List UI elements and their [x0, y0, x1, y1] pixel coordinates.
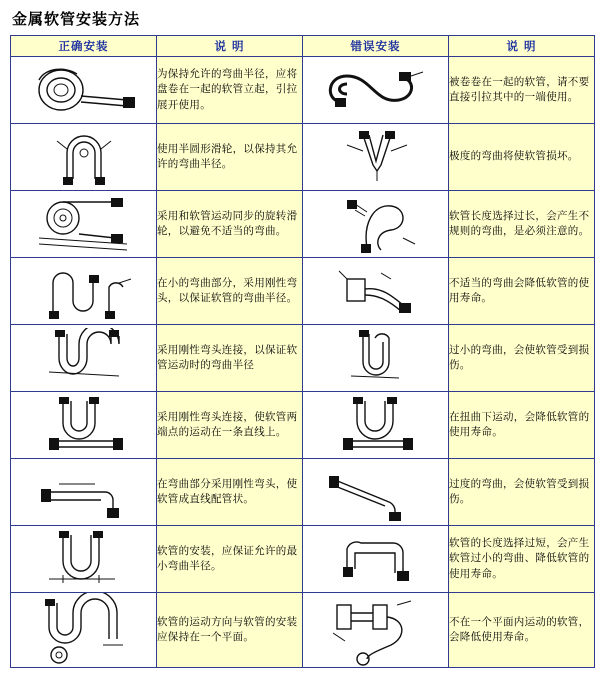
long-hose-irregular-wrong-icon	[303, 191, 449, 258]
correct-description: 采用刚性弯头连接，以保证软管运动时的弯曲半径	[157, 325, 303, 392]
wrong-description: 不适当的弯曲会降低软管的使用寿命。	[449, 258, 595, 325]
table-row	[11, 392, 595, 459]
table-row	[11, 258, 595, 325]
header-correct-desc: 说 明	[157, 36, 303, 57]
out-of-plane-motion-wrong-icon	[303, 593, 449, 668]
twist-motion-wrong-icon	[303, 392, 449, 459]
rigid-bend-small-radius-correct-icon	[11, 258, 157, 325]
table-header	[11, 36, 595, 57]
correct-description: 为保持允许的弯曲半径，应将盘卷在一起的软管立起，引拉展开使用。	[157, 57, 303, 124]
wrong-description: 在扭曲下运动，会降低软管的使用寿命。	[449, 392, 595, 459]
hose-installation-table	[10, 35, 595, 668]
header-wrong-install: 错误安装	[303, 36, 449, 57]
wrong-description: 过小的弯曲，会使软管受到损伤。	[449, 325, 595, 392]
wrong-description: 不在一个平面内运动的软管，会降低使用寿命。	[449, 593, 595, 668]
semicircle-pulley-correct-icon	[11, 124, 157, 191]
u-bend-straight-line-correct-icon	[11, 392, 157, 459]
wrong-description: 极度的弯曲将使软管损坏。	[449, 124, 595, 191]
table-row	[11, 57, 595, 124]
table-row	[11, 459, 595, 526]
rigid-elbow-connection-correct-icon	[11, 325, 157, 392]
min-bend-radius-install-correct-icon	[11, 526, 157, 593]
correct-description: 在小的弯曲部分，采用刚性弯头，以保证软管的弯曲半径。	[157, 258, 303, 325]
table-row	[11, 526, 595, 593]
coiled-hose-correct-icon	[11, 57, 157, 124]
rotating-pulley-correct-icon	[11, 191, 157, 258]
header-wrong-desc: 说 明	[449, 36, 595, 57]
wrong-description: 过度的弯曲，会使软管受到损伤。	[449, 459, 595, 526]
table-row	[11, 124, 595, 191]
same-plane-motion-correct-icon	[11, 593, 157, 668]
improper-bend-wrong-icon	[303, 258, 449, 325]
wrong-description: 软管的长度选择过短，会产生软管过小的弯曲、降低软管的使用寿命。	[449, 526, 595, 593]
too-long-hose-wrong-icon	[303, 526, 449, 593]
too-small-bend-wrong-icon	[303, 325, 449, 392]
table-row	[11, 593, 595, 668]
table-body	[11, 57, 595, 668]
table-header-row	[11, 36, 595, 57]
page-title: 金属软管安装方法	[12, 10, 141, 28]
correct-description: 采用刚性弯头连接，使软管两端点的运动在一条直线上。	[157, 392, 303, 459]
correct-description: 使用半圆形滑轮，以保持其允许的弯曲半径。	[157, 124, 303, 191]
wrong-description: 软管长度选择过长，会产生不规则的弯曲，是必须注意的。	[449, 191, 595, 258]
sharp-bend-wrong-icon	[303, 124, 449, 191]
wrong-description: 被卷卷在一起的软管，请不要直接引拉其中的一端使用。	[449, 57, 595, 124]
coiled-hose-wrong-icon	[303, 57, 449, 124]
straight-pipe-elbow-correct-icon	[11, 459, 157, 526]
excessive-bend-wrong-icon	[303, 459, 449, 526]
correct-description: 在弯曲部分采用刚性弯头，使软管成直线配管状。	[157, 459, 303, 526]
table-row	[11, 325, 595, 392]
header-correct-install: 正确安装	[11, 36, 157, 57]
correct-description: 采用和软管运动同步的旋转滑轮，以避免不适当的弯曲。	[157, 191, 303, 258]
correct-description: 软管的运动方向与软管的安装应保持在一个平面。	[157, 593, 303, 668]
table-row	[11, 191, 595, 258]
correct-description: 软管的安装，应保证允许的最小弯曲半径。	[157, 526, 303, 593]
